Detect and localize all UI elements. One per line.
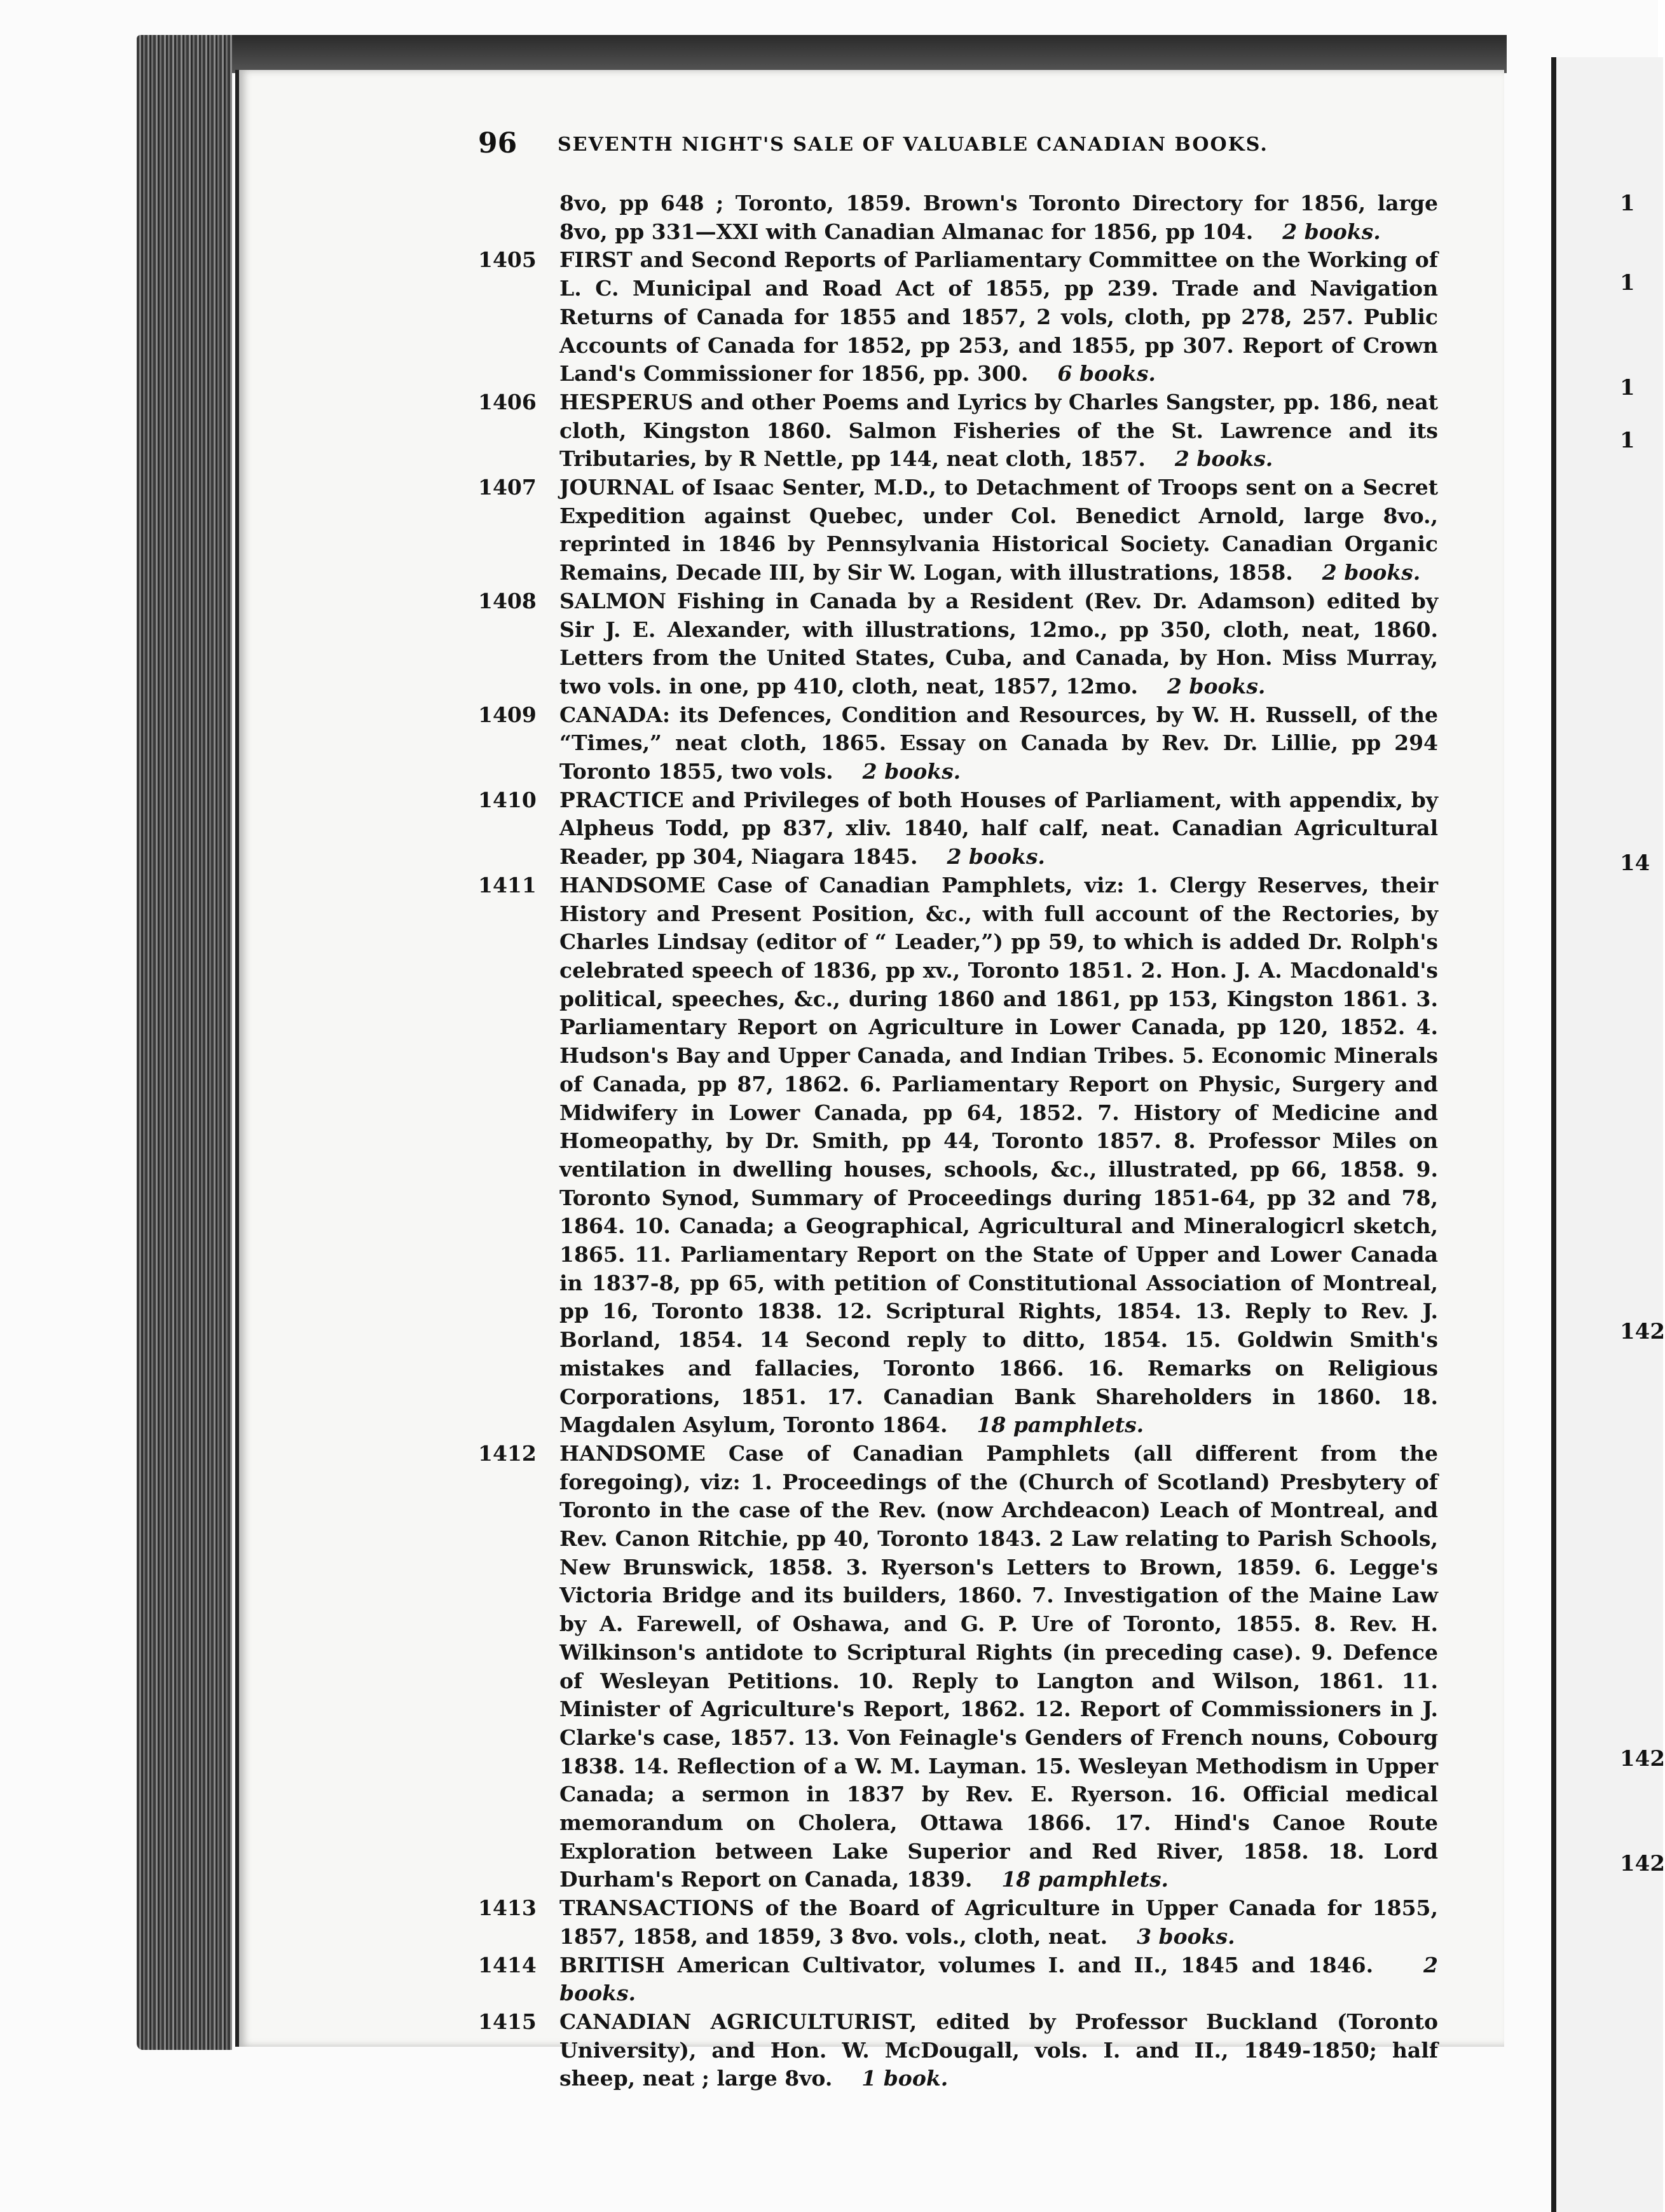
catalogue-listing: [478, 189, 1438, 2093]
lot-number: 1415: [478, 2009, 537, 2034]
entry-count: 1 book.: [861, 2066, 949, 2091]
entry-text: HANDSOME Case of Canadian Pamphlets, viz: 1. Clergy Reserves, their History and Present Position, &c., with full account of the Rectories, by Charles Lindsay (editor of “ Leader,”) pp 59, to which is added Dr. Rolph's celebrated speech of 1836, pp xv., Toronto 1851. 2. Hon. J. A. Macdonald's political, speeches, &c., during 1860 and 1861, pp 153, Kingston 1861. 3. Parliamentary Report on Agriculture in Lower Canada, pp 120, 1852. 4. Hudson's Bay and Upper Canada, and Indian Tribes. 5. Economic Minerals of Canada, pp 87, 1862. 6. Parliamentary Report on Physic, Surgery and Midwifery in Lower Canada, pp 64, 1852. 7. History of Medicine and Homeopathy, by Dr. Smith, pp 44, Toronto 1857. 8. Professor Miles on ventilation in dwelling houses, schools, &c., illustrated, pp 66, 1858. 9. Toronto Synod, Summary of Proceedings during 1851-64, pp 32 and 78, 1864. 10. Canada; a Geographical, Agricultural and Mineralogicrl sketch, 1865. 11. Parliamentary Report on the State of Upper and Lower Canada in 1837-8, pp 65, with petition of Constitutional Association of Montreal, pp 16, Toronto 1838. 12. Scriptural Rights, 1854. 13. Reply to Rev. J. Borland, 1854. 14 Second reply to ditto, 1854. 15. Goldwin Smith's mistakes and fallacies, Toronto 1866. 16. Remarks on Religious Corporations, 1851. 17. Canadian Bank Shareholders in 1860. 18. Magdalen Asylum, Toronto 1864.: [559, 872, 1438, 1438]
facing-page-fragment: 1: [1620, 375, 1635, 400]
catalogue-entry: [478, 786, 1438, 871]
lot-number: 1411: [478, 872, 537, 898]
lot-number: 1408: [478, 588, 537, 613]
lot-number: 1414: [478, 1952, 537, 1977]
lot-number: 1409: [478, 702, 537, 727]
entry-text: SALMON Fishing in Canada by a Resident (Rev. Dr. Adamson) edited by Sir J. E. Alexander, with illustrations, 12mo., pp 350, cloth, neat, 1860. Letters from the United States, Cuba, and Canada, by Hon. Miss Murray, two vols. in one, pp 410, cloth, neat, 1857, 12mo.: [559, 588, 1438, 699]
entry-count: 2 books.: [1174, 446, 1273, 472]
entry-count: 2 books.: [1282, 219, 1381, 244]
page-header: [478, 127, 1470, 165]
entry-text: CANADIAN AGRICULTURIST, edited by Professor Buckland (Toronto University), and Hon. W. McDougall, vols. I. and II., 1849-1850; half sheep, neat ; large 8vo.: [559, 2009, 1438, 2091]
catalogue-entry: [478, 587, 1438, 701]
entry-text: PRACTICE and Privileges of both Houses of Parliament, with appendix, by Alpheus Todd, pp 837, xliv. 1840, half calf, neat. Canadian Agricultural Reader, pp 304, Niagara 1845.: [559, 787, 1438, 870]
entry-count: 2 books.: [947, 844, 1045, 870]
catalogue-entry: [478, 474, 1438, 587]
entry-count: 18 pamphlets.: [1001, 1867, 1169, 1892]
running-title: SEVENTH NIGHT'S SALE OF VALUABLE CANADIAN BOOKS.: [558, 133, 1268, 156]
lot-number: 1407: [478, 475, 537, 500]
entry-count: 18 pamphlets.: [976, 1412, 1144, 1438]
catalogue-entry: [478, 1951, 1438, 2008]
facing-page-fragment: 14: [1620, 850, 1650, 876]
entry-text: HESPERUS and other Poems and Lyrics by Charles Sangster, pp. 186, neat cloth, Kingston 1860. Salmon Fisheries of the St. Lawrence and its Tributaries, by R Nettle, pp 144, neat cloth, 1857.: [559, 389, 1438, 472]
page-number: 96: [478, 127, 517, 160]
facing-page-fragment: 142: [1620, 1851, 1665, 1876]
entry-text: FIRST and Second Reports of Parliamentary Committee on the Working of L. C. Municipal and Road Act of 1855, pp 239. Trade and Navigation Returns of Canada for 1855 and 1857, 2 vols, cloth, pp 278, 257. Public Accounts of Canada for 1852, pp 253, and 1855, pp 307. Report of Crown Land's Commissioner for 1856, pp. 300.: [559, 247, 1438, 386]
entry-text: 8vo, pp 648 ; Toronto, 1859. Brown's Toronto Directory for 1856, large 8vo, pp 331—XXI with Canadian Almanac for 1856, pp 104.: [559, 191, 1438, 244]
entry-count: 2 books.: [559, 1952, 1438, 2006]
entry-text: CANADA: its Defences, Condition and Resources, by W. H. Russell, of the “Times,” neat cloth, 1865. Essay on Canada by Rev. Dr. Lillie, pp 294 Toronto 1855, two vols.: [559, 702, 1438, 784]
entry-count: 2 books.: [862, 759, 961, 784]
catalogue-entry: [478, 871, 1438, 1440]
facing-page-fragment: 1: [1620, 270, 1635, 296]
entry-count: 2 books.: [1322, 560, 1421, 585]
lot-number: 1406: [478, 389, 537, 414]
catalogue-entry: [478, 388, 1438, 474]
entry-text: TRANSACTIONS of the Board of Agriculture in Upper Canada for 1855, 1857, 1858, and 1859, 3 8vo. vols., cloth, neat.: [559, 1895, 1438, 1949]
facing-page-fragment: 1: [1620, 191, 1635, 216]
catalogue-entry: [478, 246, 1438, 388]
facing-page-fragment: 142: [1620, 1746, 1665, 1772]
book-top-edge: [146, 35, 1507, 73]
entry-count: 6 books.: [1057, 361, 1156, 386]
lot-number: 1412: [478, 1440, 537, 1466]
catalogue-entry: [478, 2008, 1438, 2093]
catalogue-entry: [478, 1894, 1438, 1951]
facing-page-fragment: 142: [1620, 1319, 1665, 1344]
book-page-edges: [137, 35, 232, 2050]
facing-page-edge: [1551, 57, 1663, 2212]
facing-page-fragment: 1: [1620, 428, 1635, 453]
entry-count: 2 books.: [1167, 673, 1266, 699]
catalogue-entry: [478, 1440, 1438, 1894]
lot-number: 1413: [478, 1895, 537, 1921]
lot-number: 1410: [478, 787, 537, 812]
entry-text: HANDSOME Case of Canadian Pamphlets (all different from the foregoing), viz: 1. Proceedings of the (Church of Scotland) Presbytery of Toronto in the case of the Rev. (now Archdeacon) Leach of Montreal, and Rev. Canon Ritchie, pp 40, Toronto 1843. 2 Law relating to Parish Schools, New Brunswick, 1858. 3. Ryerson's Letters to Brown, 1859. 6. Legge's Victoria Bridge and its builders, 1860. 7. Investigation of the Maine Law by A. Farewell, of Oshawa, and G. P. Ure of Toronto, 1855. 8. Rev. H. Wilkinson's antidote to Scriptural Rights (in preceding case). 9. Defence of Wesleyan Petitions. 10. Reply to Langton and Wilson, 1861. 11. Minister of Agriculture's Report, 1862. 12. Report of Commissioners in J. Clarke's case, 1857. 13. Von Feinagle's Genders of French nouns, Cobourg 1838. 14. Reflection of a W. M. Layman. 15. Wesleyan Methodism in Upper Canada; a sermon in 1837 by Rev. E. Ryerson. 16. Official medical memorandum on Cholera, Ottawa 1866. 17. Hind's Canoe Route Exploration between Lake Superior and Red River, 1858. 18. Lord Durham's Report on Canada, 1839.: [559, 1440, 1438, 1892]
entry-text: JOURNAL of Isaac Senter, M.D., to Detachment of Troops sent on a Secret Expedition against Quebec, under Col. Benedict Arnold, large 8vo., reprinted in 1846 by Pennsylvania Historical Society. Canadian Organic Remains, Decade III, by Sir W. Logan, with illustrations, 1858.: [559, 475, 1438, 585]
catalogue-entry: [478, 701, 1438, 786]
entry-count: 3 books.: [1137, 1923, 1235, 1949]
continued-entry: [478, 189, 1438, 246]
entry-text: BRITISH American Cultivator, volumes I. and II., 1845 and 1846.: [559, 1952, 1374, 1977]
lot-number: 1405: [478, 247, 537, 273]
